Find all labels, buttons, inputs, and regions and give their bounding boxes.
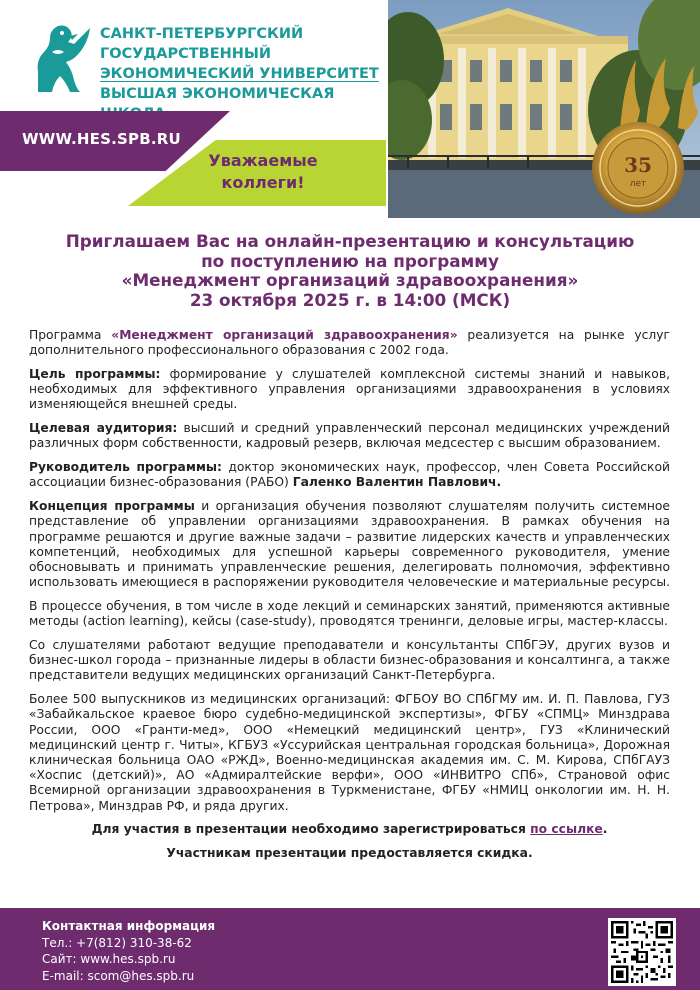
director-name: Галенко Валентин Павлович. — [292, 475, 502, 490]
title-line-3: «Менеджмент организаций здравоохранения» — [121, 270, 579, 290]
program-name: «Менеджмент организаций здравоохранения» — [111, 328, 458, 342]
university-name — [100, 24, 385, 124]
intro-paragraph: Программа «Менеджмент организаций здравоохранения» реализуется на рынке услуг дополнительного профессионального образования с 2002 года. — [29, 328, 670, 358]
main-content — [29, 328, 670, 869]
badge-number: 35 — [624, 153, 652, 177]
footer — [0, 908, 700, 990]
badge-unit: лет — [629, 179, 647, 189]
registration-line: Для участия в презентации необходимо зарегистрироваться по ссылке. — [91, 822, 608, 837]
registration-link[interactable]: по ссылке — [530, 822, 603, 837]
contact-phone[interactable]: Тел.: +7(812) 310-38-62 — [42, 935, 192, 950]
university-line-1: САНКТ-ПЕТЕРБУРГСКИЙ — [100, 26, 304, 42]
page-title — [20, 232, 680, 310]
header-photo — [388, 0, 700, 218]
teachers-paragraph: Со слушателями работают ведущие преподаватели и консультанты СПбГЭУ, других вузов и бизнес-школ города – признанные лидеры в области бизнес-образования и консалтинга, а также представители ведущих медицинских организаций Санкт-Петербурга. — [29, 638, 670, 683]
title-line-1: Приглашаем Вас на онлайн-презентацию и консультацию — [65, 231, 635, 251]
audience-paragraph: Целевая аудитория: высший и средний управленческий персонал медицинских учреждений различных форм собственности, кадровый резерв, включая медсестер с высшим образованием. — [29, 421, 670, 451]
contact-info — [42, 918, 215, 984]
qr-code[interactable] — [608, 918, 676, 986]
methods-paragraph: В процессе обучения, в том числе в ходе лекций и семинарских занятий, применяются активные методы (action learning), кейсы (case-study), проводятся тренинги, деловые игры, мастер-классы. — [29, 599, 670, 629]
goal-paragraph: Цель программы: формирование у слушателей комплексной системы знаний и навыков, необходимых для эффективного управления организациями здравоохранения в условиях изменяющейся внешней среды. — [29, 367, 670, 412]
title-line-4: 23 октября 2025 г. в 14:00 (МСК) — [189, 289, 511, 310]
university-line-3: ЭКОНОМИЧЕСКИЙ УНИВЕРСИТЕТ — [100, 66, 379, 82]
university-line-4: ВЫСШАЯ ЭКОНОМИЧЕСКАЯ — [100, 86, 335, 102]
title-line-2: по поступлению на программу — [201, 250, 499, 271]
logo-area — [0, 0, 388, 218]
contact-heading: Контактная информация — [42, 919, 216, 933]
website-link[interactable]: WWW.HES.SPB.RU — [22, 130, 181, 148]
audience-label: Целевая аудитория: — [29, 421, 178, 436]
contact-site[interactable]: Сайт: www.hes.spb.ru — [42, 952, 176, 966]
graduates-paragraph: Более 500 выпускников из медицинских организаций: ФГБОУ ВО СПбГМУ им. И. П. Павлова, ГУЗ «Забайкальское краевое бюро судебно-медицинской экспертизы», ФГБУ «СПМЦ» Минздрава России, ООО «Гранти-мед», ООО «Немецкий медицинский центр», ГУЗ «Клинический медицинский центр г. Читы», КГБУЗ «Уссурийская центральная городская больница», Дорожная клиническая больница ОАО «РЖД», Военно-медицинская академия им. С. М. Кирова, СПбГАУЗ «Хоспис (детский)», АО «Адмиралтейские верфи», ООО «ИНВИТРО СПб», Страновой офис Всемирной организации здравоохранения в Туркменистане, ФГБУ «НМИЦ онкологии им. Н. Н. Петрова», Минздрав РФ, и ряда других. — [29, 692, 670, 813]
anniversary-badge — [592, 122, 684, 214]
griffin-logo-icon — [30, 22, 92, 94]
header — [0, 0, 700, 218]
university-line-2: ГОСУДАРСТВЕННЫЙ — [100, 46, 272, 62]
greeting-text: Уважаемые коллеги! — [208, 151, 318, 192]
concept-paragraph: Концепция программы и организация обучения позволяют слушателям получить системное представление об управлении организациями здравоохранения. В рамках обучения на программе решаются и другие важные задачи – развитие лидерских качеств и управленческих компетенций, необходимых для успешной карьеры современного руководителя, умение обосновывать и принимать управленческие решения, делегировать полномочия, эффективно использовать имеющиеся в распоряжении руководителя человеческие и материальные ресурсы. — [29, 499, 671, 590]
director-label: Руководитель программы: — [29, 460, 222, 475]
qr-code-icon — [611, 921, 673, 983]
contact-email[interactable]: E-mail: scom@hes.spb.ru — [42, 968, 195, 983]
director-paragraph: Руководитель программы: доктор экономических наук, профессор, член Совета Российской ассоциации бизнес-образования (РАБО) Галенко Валентин Павлович. — [29, 460, 670, 490]
concept-label: Концепция программы — [29, 499, 195, 514]
discount-line: Участникам презентации предоставляется скидка. — [166, 845, 533, 860]
goal-label: Цель программы: — [29, 367, 161, 381]
